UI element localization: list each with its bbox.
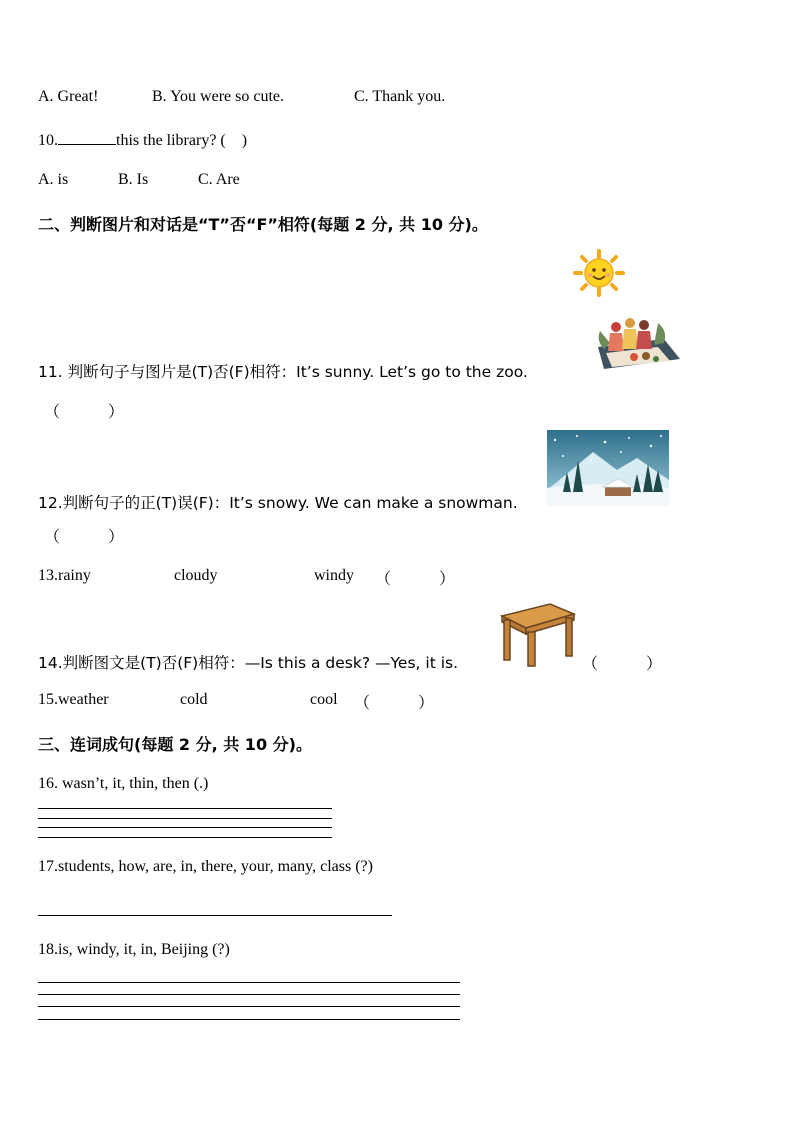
q13-answer-paren: （ ） [375,571,456,588]
q11-question: 11. 判断句子与图片是(T)否(F)相符：It’s sunny. Let’s go to the zoo. [38,363,528,381]
q16-writing-line[interactable] [38,827,332,828]
q15-answer-paren: （ ） [354,695,435,712]
q9-option-b: B. You were so cute. [152,88,284,105]
q17-question: 17.students, how, are, in, there, your, many, class (?) [38,858,373,875]
section3-title: 三、连词成句(每题 2 分, 共 10 分)。 [38,735,312,754]
section2-title: 二、判断图片和对话是“T”否“F”相符(每题 2 分, 共 10 分)。 [38,215,488,234]
q15-word-3: cool [310,691,338,708]
q16-writing-line[interactable] [38,818,332,819]
q18-writing-line[interactable] [38,1006,460,1007]
snow-scene-illustration [547,430,669,506]
q16-writing-line[interactable] [38,837,332,838]
q14-question: 14.判断图文是(T)否(F)相符：—Is this a desk? —Yes, it is. [38,654,459,672]
q15-word-1: 15.weather [38,691,109,708]
q18-writing-line[interactable] [38,1019,460,1020]
q9-option-a: A. Great! [38,88,99,105]
q15-word-2: cold [180,691,208,708]
q9-option-c: C. Thank you. [354,88,446,105]
q11-answer-paren: （ ） [44,404,125,421]
sun-icon [573,249,625,297]
q10-option-a: A. is [38,171,69,188]
desk-illustration [500,602,576,668]
q10-number: 10. [38,132,58,149]
q18-writing-line[interactable] [38,994,460,995]
q18-writing-line[interactable] [38,982,460,983]
picnic-illustration [594,313,682,371]
q17-writing-line[interactable] [38,915,392,916]
q10-paren-close: ) [241,132,248,149]
q16-writing-line[interactable] [38,808,332,809]
q12-answer-paren: （ ） [44,529,125,546]
q13-word-2: cloudy [174,567,218,584]
q14-answer-paren: （ ） [582,656,663,673]
q10-question [38,130,247,150]
q13-word-1: 13.rainy [38,567,91,584]
q10-blank [58,130,116,145]
q12-question: 12.判断句子的正(T)误(F)：It’s snowy. We can make a snowman. [38,494,518,512]
q10-option-b: B. Is [118,171,149,188]
q10-text: this the library? ( [116,132,226,149]
q10-option-c: C. Are [198,171,240,188]
q18-question: 18.is, windy, it, in, Beijing (?) [38,941,230,958]
q13-word-3: windy [314,567,354,584]
q16-question: 16. wasn’t, it, thin, then (.) [38,775,209,792]
